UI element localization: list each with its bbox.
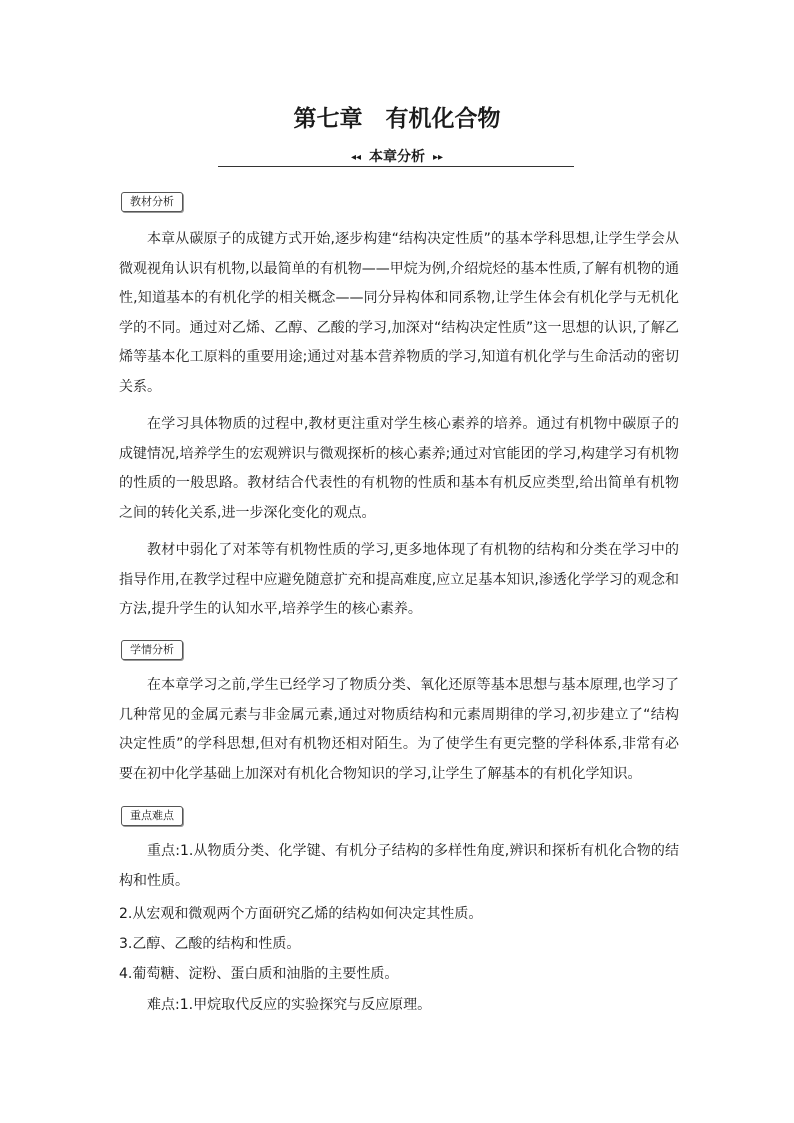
section-header bbox=[0, 146, 794, 166]
key-point-line-4: 4.葡萄糖、淀粉、蛋白质和油脂的主要性质。 bbox=[119, 966, 399, 982]
double-left-arrow-icon: ◂◂ bbox=[350, 152, 361, 163]
tag-student-analysis: 学情分析 bbox=[121, 640, 183, 660]
section-header-label: 本章分析 bbox=[369, 149, 425, 165]
key-point-line-1: 重点:1.从物质分类、化学键、有机分子结构的多样性角度,辨识和探析有机化合物的结构和性质。 bbox=[119, 843, 679, 889]
tag-textbook-analysis: 教材分析 bbox=[121, 192, 183, 212]
chapter-title: 第七章 有机化合物 bbox=[293, 105, 501, 132]
header-divider bbox=[218, 166, 574, 167]
difficulty-line-1: 难点:1.甲烷取代反应的实验探究与反应原理。 bbox=[147, 997, 432, 1013]
textbook-paragraph-3: 教材中弱化了对苯等有机物性质的学习,更多地体现了有机物的结构和分类在学习中的指导作用,在教学过程中应避免随意扩充和提高难度,应立足基本知识,渗透化学学习的观念和方法,提升学生的认知水平,培养学生的核心素养。 bbox=[119, 542, 679, 617]
student-paragraph-1: 在本章学习之前,学生已经学习了物质分类、氧化还原等基本思想与基本原理,也学习了几种常见的金属元素与非金属元素,通过对物质结构和元素周期律的学习,初步建立了“结构决定性质”的学科思想,但对有机物还相对陌生。为了使学生有更完整的学科体系,非常有必要在初中化学基础上加深对有机化合物知识的学习,让学生了解基本的有机化学知识。 bbox=[119, 677, 679, 782]
textbook-paragraph-1: 本章从碳原子的成键方式开始,逐步构建“结构决定性质”的基本学科思想,让学生学会从微观视角认识有机物,以最简单的有机物——甲烷为例,介绍烷烃的基本性质,了解有机物的通性,知道基本的有机化学的相关概念——同分异构体和同系物,让学生体会有机化学与无机化学的不同。通过对乙烯、乙醇、乙酸的学习,加深对“结构决定性质”这一思想的认识,了解乙烯等基本化工原料的重要用途;通过对基本营养物质的学习,知道有机化学与生命活动的密切关系。 bbox=[119, 231, 679, 395]
tag-key-points: 重点难点 bbox=[121, 806, 183, 826]
textbook-paragraph-2: 在学习具体物质的过程中,教材更注重对学生核心素养的培养。通过有机物中碳原子的成键情况,培养学生的宏观辨识与微观探析的核心素养;通过对官能团的学习,构建学习有机物的性质的一般思路。教材结合代表性的有机物的性质和基本有机反应类型,给出简单有机物之间的转化关系,进一步深化变化的观点。 bbox=[119, 416, 679, 521]
key-point-line-3: 3.乙醇、乙酸的结构和性质。 bbox=[119, 936, 301, 952]
key-point-line-2: 2.从宏观和微观两个方面研究乙烯的结构如何决定其性质。 bbox=[119, 906, 483, 922]
double-right-arrow-icon: ▸▸ bbox=[433, 152, 444, 163]
